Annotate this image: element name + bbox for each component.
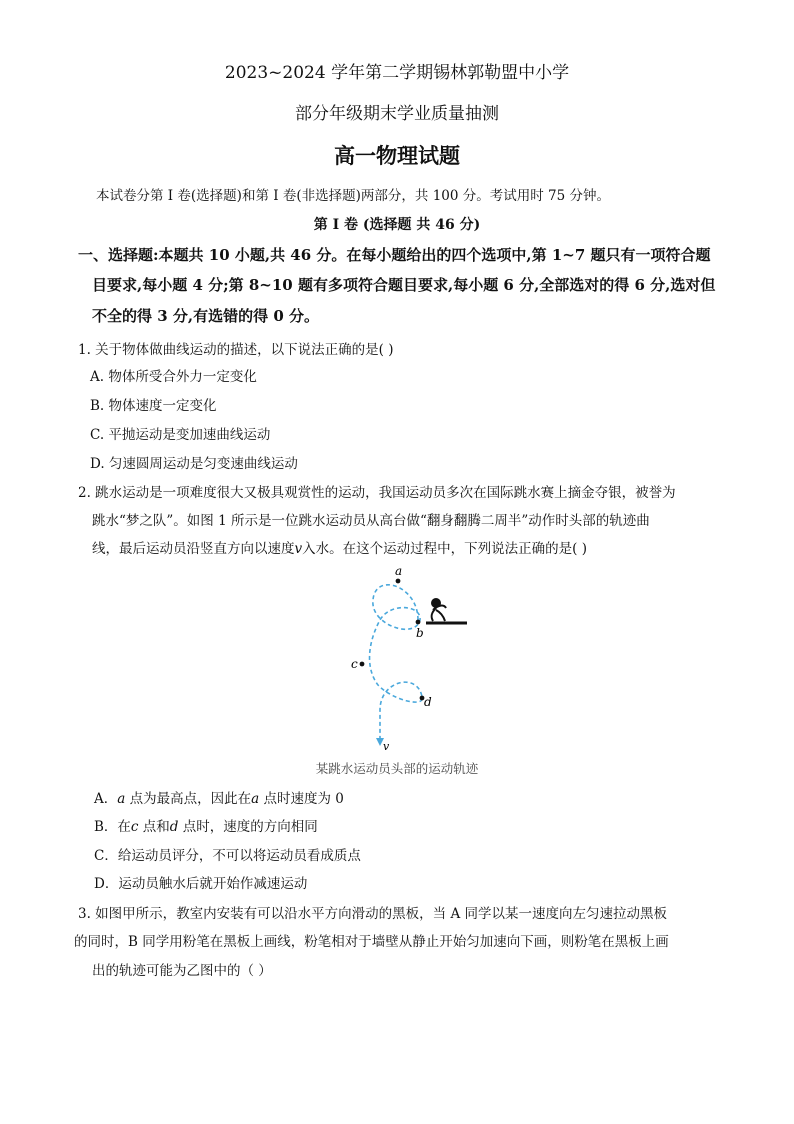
point-b — [416, 620, 421, 625]
point-a — [396, 579, 401, 584]
q1-option-d: D. 匀速圆周运动是匀变速曲线运动 — [90, 456, 298, 472]
q2-option-a — [94, 787, 344, 807]
q2-stem-line1: 2. 跳水运动是一项难度很大又极具观赏性的运动，我国运动员多次在国际跳水赛上摘金夺银，被誉为 — [78, 485, 676, 501]
diver-icon — [431, 598, 446, 621]
q1-option-c: C. 平抛运动是变加速曲线运动 — [90, 427, 271, 443]
q1-option-b: B. 物体速度一定变化 — [90, 398, 217, 414]
q1-option-a: A. 物体所受合外力一定变化 — [90, 369, 257, 385]
label-d: d — [424, 695, 432, 709]
q2-stem-line3-part2: 入水。在这个运动过程中，下列说法正确的是( ) — [302, 541, 587, 557]
exam-intro: 本试卷分第 I 卷(选择题)和第 I 卷(非选择题)两部分，共 100 分。考试用时 75 分钟。 — [96, 188, 611, 204]
q2-option-b-mid: 点和 — [138, 819, 170, 835]
trajectory-curve — [370, 585, 423, 742]
q3-stem-line1: 3. 如图甲所示，教室内安装有可以沿水平方向滑动的黑板，当 A 同学以某一速度向左匀速拉动黑板 — [78, 906, 668, 922]
q2-velocity-symbol: v — [294, 541, 303, 557]
q2-option-b-var2: d — [169, 819, 179, 835]
label-a: a — [395, 564, 403, 578]
q2-option-b-prefix: B．在 — [94, 819, 131, 835]
exam-title-line2: 部分年级期末学业质量抽测 — [295, 104, 499, 124]
figure-caption: 某跳水运动员头部的运动轨迹 — [315, 761, 479, 776]
exam-subject-title: 高一物理试题 — [334, 144, 460, 168]
section-instructions-line3: 不全的得 3 分,有选错的得 0 分。 — [92, 307, 319, 325]
volume-title: 第 I 卷 (选择题 共 46 分) — [313, 217, 481, 233]
q3-stem-line2: 的同时，B 同学用粉笔在黑板上画线，粉笔相对于墙壁从静止开始匀加速向下画，则粉笔在黑板上画 — [74, 934, 669, 950]
q2-option-d: D．运动员触水后就开始作减速运动 — [94, 876, 308, 892]
q2-option-b-end: 点时，速度的方向相同 — [178, 819, 318, 835]
section-instructions-line1: 一、选择题:本题共 10 小题,共 46 分。在每小题给出的四个选项中,第 1~7 题只有一项符合题 — [78, 246, 711, 264]
label-b: b — [416, 626, 424, 640]
label-c: c — [351, 657, 358, 671]
q1-stem: 1. 关于物体做曲线运动的描述，以下说法正确的是( ) — [78, 342, 394, 358]
q2-option-b-var1: c — [130, 819, 139, 835]
q3-stem-line3: 出的轨迹可能为乙图中的（ ） — [92, 963, 272, 979]
q2-option-a-prefix: A． — [94, 791, 118, 807]
point-c — [360, 662, 365, 667]
q2-stem-line3-part1: 线，最后运动员沿竖直方向以速度 — [92, 541, 295, 557]
q2-option-a-end: 点时速度为 0 — [259, 791, 344, 807]
q2-option-a-var2: a — [251, 791, 260, 807]
q2-stem-line2: 跳水“梦之队”。如图 1 所示是一位跳水运动员从高台做“翻身翻腾二周半”动作时头部的轨迹曲 — [92, 513, 650, 529]
exam-title-line1: 2023~2024 学年第二学期锡林郭勒盟中小学 — [224, 63, 570, 83]
label-v: v — [383, 740, 390, 753]
q2-option-c: C．给运动员评分，不可以将运动员看成质点 — [94, 848, 361, 864]
section-instructions-line2: 目要求,每小题 4 分;第 8~10 题有多项符合题目要求,每小题 6 分,全部选对的得 6 分,选对但 — [92, 276, 716, 294]
diver-trajectory-figure — [340, 560, 480, 755]
q2-option-b — [94, 815, 318, 835]
q2-option-a-mid: 点为最高点，因此在 — [125, 791, 252, 807]
q2-stem-line3 — [92, 537, 587, 557]
q2-option-a-var1: a — [117, 791, 126, 807]
